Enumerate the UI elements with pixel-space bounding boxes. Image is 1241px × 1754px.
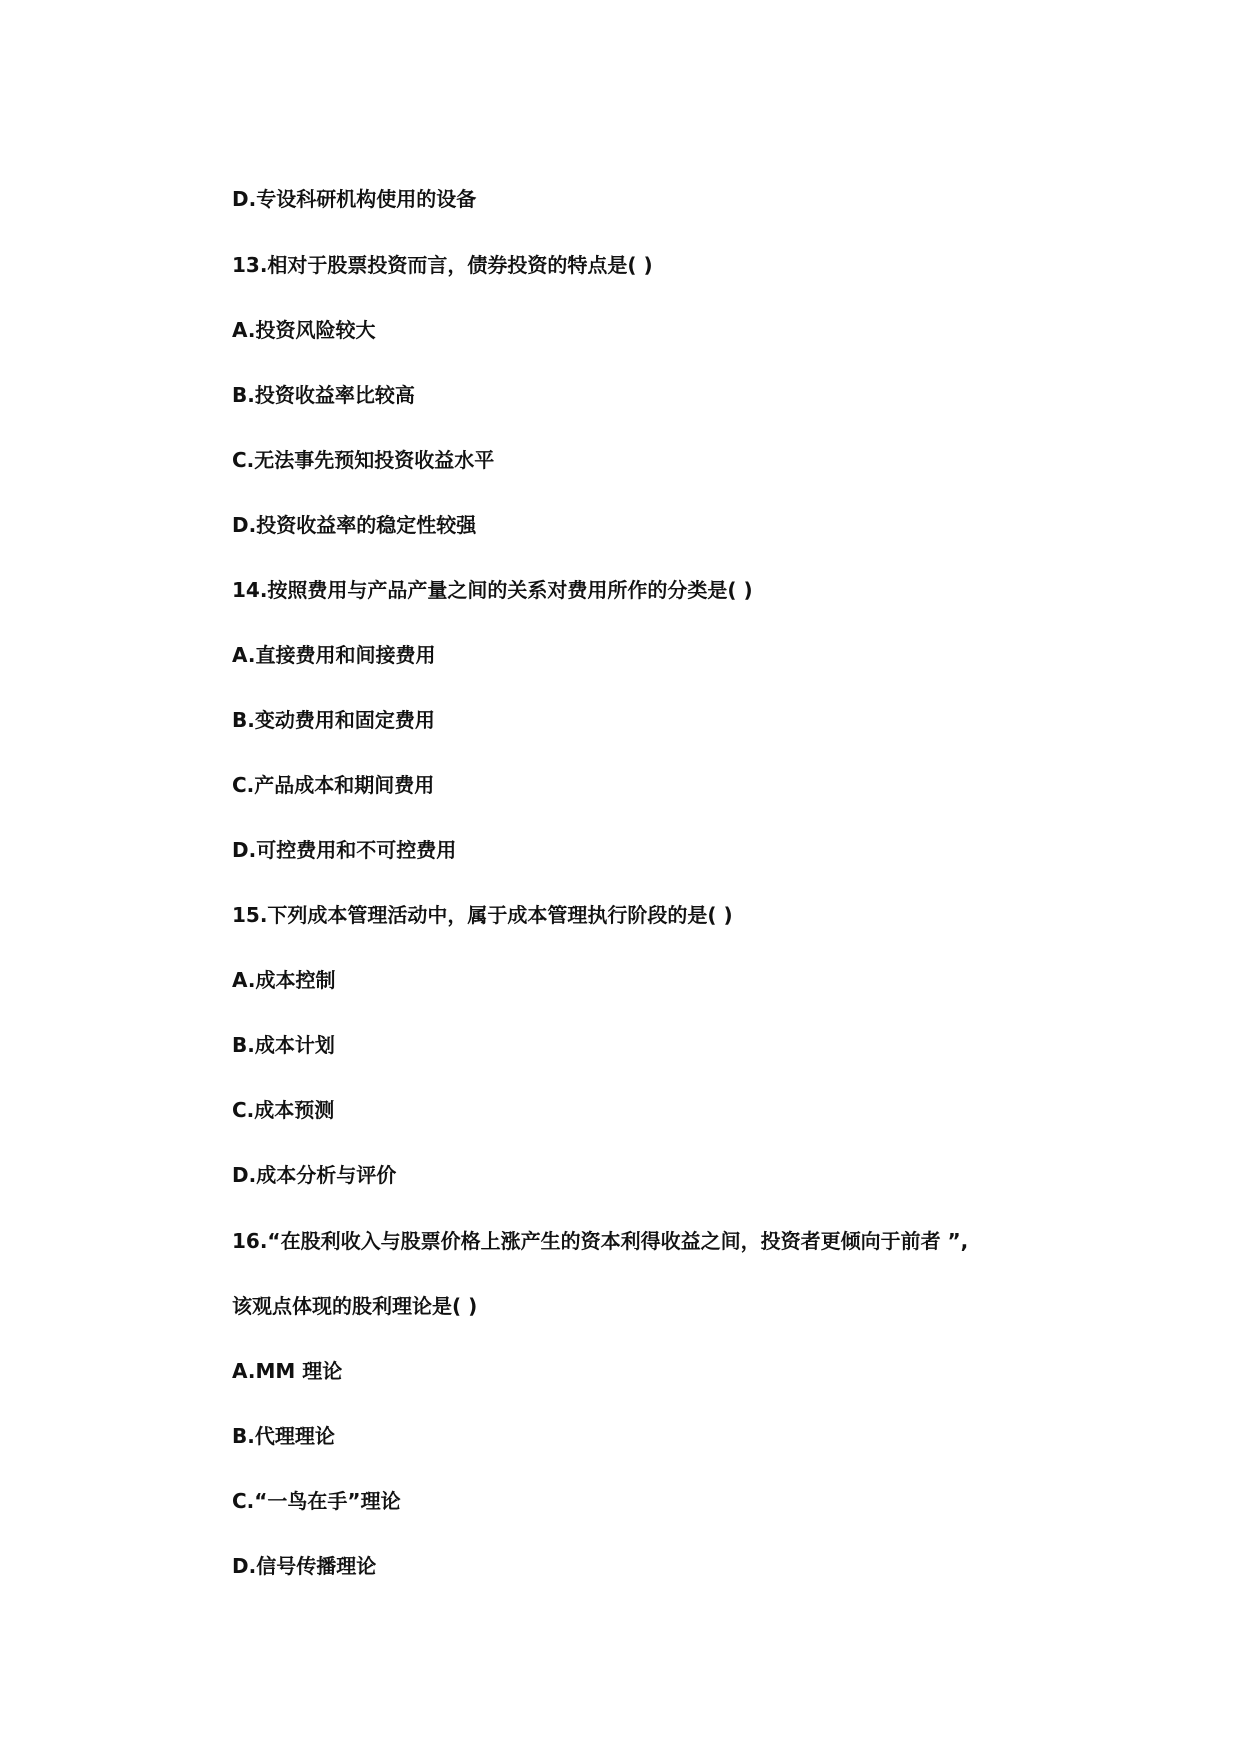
q15-option-b: B.成本计划 bbox=[232, 1033, 335, 1057]
q16-option-c: C.“一鸟在手”理论 bbox=[232, 1489, 401, 1513]
q13-option-c: C.无法事先预知投资收益水平 bbox=[232, 448, 495, 472]
q16-stem-line1: 16.“在股利收入与股票价格上涨产生的资本利得收益之间，投资者更倾向于前者 ”, bbox=[232, 1229, 969, 1253]
q15-option-c: C.成本预测 bbox=[232, 1098, 335, 1122]
q14-option-b: B.变动费用和固定费用 bbox=[232, 708, 435, 732]
q16-option-a: A.MM 理论 bbox=[232, 1359, 343, 1383]
q14-option-c: C.产品成本和期间费用 bbox=[232, 773, 435, 797]
q13-option-d: D.投资收益率的稳定性较强 bbox=[232, 513, 477, 537]
q13-option-a: A.投资风险较大 bbox=[232, 318, 376, 342]
q16-option-d: D.信号传播理论 bbox=[232, 1554, 377, 1578]
q15-stem: 15.下列成本管理活动中，属于成本管理执行阶段的是( ) bbox=[232, 903, 733, 927]
q13-stem: 13.相对于股票投资而言，债券投资的特点是( ) bbox=[232, 253, 653, 277]
q16-option-b: B.代理理论 bbox=[232, 1424, 335, 1448]
q14-stem: 14.按照费用与产品产量之间的关系对费用所作的分类是( ) bbox=[232, 578, 753, 602]
q15-option-d: D.成本分析与评价 bbox=[232, 1163, 397, 1187]
q15-option-a: A.成本控制 bbox=[232, 968, 336, 992]
q16-stem-line2: 该观点体现的股利理论是( ) bbox=[232, 1294, 478, 1318]
q14-option-d: D.可控费用和不可控费用 bbox=[232, 838, 457, 862]
q13-option-b: B.投资收益率比较高 bbox=[232, 383, 415, 407]
q12-option-d: D.专设科研机构使用的设备 bbox=[232, 187, 477, 211]
q14-option-a: A.直接费用和间接费用 bbox=[232, 643, 436, 667]
